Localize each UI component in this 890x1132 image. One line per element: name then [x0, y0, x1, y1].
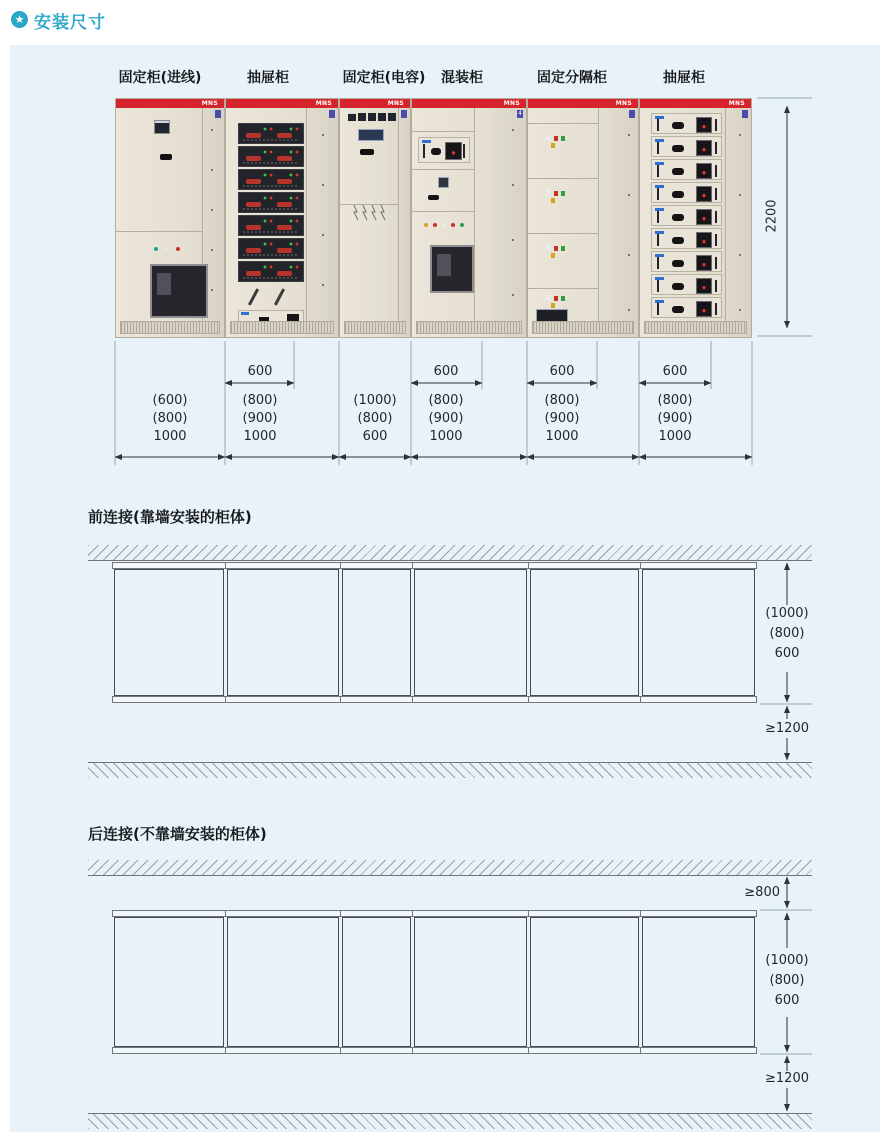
plan-cabinet [227, 917, 339, 1047]
cabinet-label-fixed-capacitor: 固定柜(电容) [342, 70, 426, 86]
vent-grille [416, 321, 522, 334]
indicator-lights [154, 247, 158, 251]
mns-banner [340, 99, 410, 108]
depth-option: (800) [769, 973, 805, 988]
rivets [739, 134, 741, 136]
depth-option: 600 [774, 993, 800, 1008]
plan-cabinet [342, 569, 411, 696]
content-panel [10, 45, 880, 1132]
width-option: (900) [657, 411, 693, 426]
circuit-breaker [430, 245, 474, 293]
depth-option: 600 [774, 646, 800, 661]
install-section-icon: ★ [11, 11, 28, 28]
plan-cabinet [342, 917, 411, 1047]
width-option: 1000 [153, 429, 187, 444]
panel-seam [725, 108, 726, 323]
brand-label: MNS [201, 100, 218, 107]
display-panel [358, 129, 384, 141]
indicator-lights [424, 223, 428, 227]
mns-banner [640, 99, 751, 108]
plan-cabinet [114, 569, 224, 696]
plan-cabinet [530, 569, 639, 696]
drawer-unit [238, 146, 304, 167]
panel-seam [116, 231, 202, 232]
corner-badge [742, 110, 748, 118]
cabinet-drawer-2 [639, 98, 752, 338]
panel-seam [598, 108, 599, 323]
width-option: (800) [152, 411, 188, 426]
mns-banner [412, 99, 526, 108]
drawer-unit [651, 274, 722, 295]
inner-width-dimension: 600 [247, 364, 273, 379]
front-aisle-dimension: ≥1200 [765, 721, 809, 736]
width-option: (900) [428, 411, 464, 426]
width-option: (800) [544, 393, 580, 408]
plan-cabinet [414, 917, 527, 1047]
indicator-lights [546, 135, 550, 140]
drawer-unit [651, 136, 722, 157]
brand-label: MNS [315, 100, 332, 107]
page-title: 安装尺寸 [34, 13, 106, 33]
indicator-lights [546, 245, 550, 250]
corner-badge [329, 110, 335, 118]
width-option: (600) [152, 393, 188, 408]
cabinet-fixed-incoming [115, 98, 225, 338]
rear-aisle-dimension: ≥1200 [765, 1071, 809, 1086]
cabinet-label-mixed: 混装柜 [441, 70, 483, 86]
inner-width-dimension: 600 [662, 364, 688, 379]
drawer-unit [651, 205, 722, 226]
rear-wall-hatch [88, 860, 812, 876]
panel-seam [412, 169, 474, 170]
rivets [322, 134, 324, 136]
cabinet-label-fixed-incoming: 固定柜(进线) [118, 70, 202, 86]
indicator-lights [546, 295, 550, 300]
panel-seam [340, 204, 398, 205]
brand-label: MNS [387, 100, 404, 107]
panel-seam [474, 108, 475, 323]
width-options [243, 392, 278, 446]
width-option: 1000 [243, 429, 277, 444]
rear-wall-gap-dimension: ≥800 [744, 885, 780, 900]
depth-option: (1000) [765, 953, 809, 968]
rivets [211, 129, 213, 131]
drawer-unit [238, 238, 304, 259]
cabinet-fixed-capacitor [339, 98, 411, 338]
vent-grille [230, 321, 334, 334]
rear-connection-title: 后连接(不靠墙安装的柜体) [88, 825, 267, 843]
plan-cabinet [530, 917, 639, 1047]
cabinet-label-drawer-1: 抽屉柜 [247, 70, 289, 86]
mns-banner [528, 99, 638, 108]
drawer-unit [651, 113, 722, 134]
width-options [545, 392, 580, 446]
switch-handle [360, 149, 374, 155]
panel-seam [528, 178, 598, 179]
width-options [353, 392, 396, 446]
panel-seam [398, 108, 399, 323]
meter-row [348, 113, 356, 121]
height-dimension: 2200 [764, 199, 780, 233]
corner-badge [629, 110, 635, 118]
corner-badge [401, 110, 407, 118]
mns-banner [116, 99, 224, 108]
rear-floor-hatch [88, 1113, 812, 1129]
panel-seam [528, 123, 598, 124]
width-option: (800) [657, 393, 693, 408]
inner-width-dimension: 600 [433, 364, 459, 379]
plan-cabinet [414, 569, 527, 696]
drawer-unit [238, 123, 304, 144]
corner-badge [215, 110, 221, 118]
cabinet-fixed-partition [527, 98, 639, 338]
panel-seam [412, 211, 474, 212]
width-options [658, 392, 693, 446]
brand-label: MNS [728, 100, 745, 107]
depth-option: (1000) [765, 606, 809, 621]
drawer-unit [651, 251, 722, 272]
cabinet-drawer-1 [225, 98, 339, 338]
meter-icon [154, 120, 170, 134]
corner-badge: 4 [518, 110, 522, 117]
width-option: 600 [362, 429, 388, 444]
drawer-unit [651, 182, 722, 203]
width-option: (800) [428, 393, 464, 408]
width-option: (1000) [353, 393, 397, 408]
vent-grille [344, 321, 406, 334]
vent-grille [644, 321, 747, 334]
front-floor-hatch [88, 762, 812, 778]
depth-option: (800) [769, 626, 805, 641]
circuit-breaker [150, 264, 208, 318]
plan-cabinet [642, 917, 755, 1047]
switch-handle [428, 195, 439, 200]
drawer-unit [651, 297, 722, 318]
width-option: 1000 [545, 429, 579, 444]
cabinet-label-drawer-2: 抽屉柜 [663, 70, 705, 86]
plan-cabinet [227, 569, 339, 696]
panel-seam [528, 233, 598, 234]
cabinet-mixed [411, 98, 527, 338]
drawer-unit [238, 215, 304, 236]
indicator-lights [546, 190, 550, 195]
rivets [512, 129, 514, 131]
front-connection-title: 前连接(靠墙安装的柜体) [88, 508, 252, 526]
width-option: (900) [242, 411, 278, 426]
width-option: 1000 [429, 429, 463, 444]
mns-banner [226, 99, 338, 108]
width-options [429, 392, 464, 446]
switch-handle [160, 154, 172, 160]
lever-handle [274, 288, 285, 305]
rear-depth-options [765, 951, 808, 1011]
front-depth-options [765, 604, 808, 664]
small-device [438, 177, 449, 188]
vent-grille [120, 321, 220, 334]
inner-width-dimension: 600 [549, 364, 575, 379]
drawer-unit [651, 228, 722, 249]
width-option: (800) [242, 393, 278, 408]
panel-seam [412, 131, 474, 132]
panel-seam [306, 108, 307, 323]
plan-cabinet [642, 569, 755, 696]
drawer-unit [418, 137, 470, 163]
drawer-unit [651, 159, 722, 180]
panel-seam [528, 288, 598, 289]
lever-handle [248, 288, 259, 305]
cabinet-label-fixed-partition: 固定分隔柜 [537, 70, 607, 86]
drawer-unit [238, 169, 304, 190]
width-option: (900) [544, 411, 580, 426]
width-option: 1000 [658, 429, 692, 444]
drawer-unit [238, 261, 304, 282]
plan-cabinet [114, 917, 224, 1047]
vent-grille [532, 321, 634, 334]
drawer-unit [238, 192, 304, 213]
width-option: (800) [357, 411, 393, 426]
brand-label: MNS [503, 100, 520, 107]
brand-label: MNS [615, 100, 632, 107]
width-options [153, 392, 188, 446]
rivets [628, 134, 630, 136]
front-wall-hatch [88, 545, 812, 561]
